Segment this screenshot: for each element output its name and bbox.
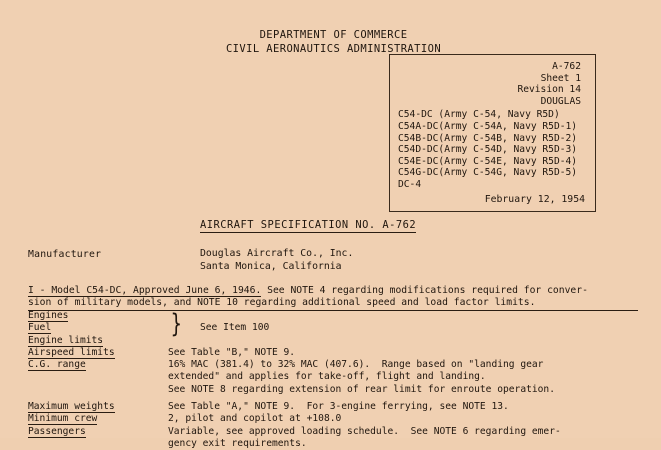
section-heading-underlined: I - Model C54-DC, Approved June 6, 1946.: [28, 285, 262, 296]
model-list-item: C54A-DC(Army C-54A, Navy R5D-1): [398, 120, 578, 132]
row-value: Variable, see approved loading schedule. See NOTE 6 regarding emer- gency exit requirements.: [168, 425, 561, 449]
model-list-item: C54E-DC(Army C-54E, Navy R5D-4): [398, 155, 578, 167]
brace-glyph: }: [170, 309, 183, 339]
model-list-item: C54D-DC(Army C-54D, Navy R5D-3): [398, 144, 578, 156]
row-label: [28, 401, 168, 413]
table-row: [28, 335, 640, 347]
row-label-text: Engine limits: [28, 334, 104, 346]
row-label-text: Fuel: [28, 322, 52, 334]
row-label-text: Minimum crew: [28, 413, 98, 425]
row-value: 2, pilot and copilot at +108.0: [168, 413, 342, 425]
row-label: [28, 310, 168, 322]
table-row: [28, 347, 640, 359]
row-label: [28, 347, 168, 359]
page-title: AIRCRAFT SPECIFICATION NO. A-762: [200, 219, 417, 231]
section-heading: [28, 285, 638, 311]
spec-number: A-762: [552, 61, 581, 72]
manufacturer-value: [200, 248, 353, 273]
manufacturer-company: Douglas Aircraft Co., Inc.: [200, 248, 354, 259]
table-row: [28, 413, 640, 425]
sheet-number: Sheet 1: [540, 72, 581, 84]
model-list-item: C54-DC (Army C-54, Navy R5D): [398, 109, 560, 121]
header-line-1: DEPARTMENT OF COMMERCE: [259, 29, 408, 41]
table-row: [28, 322, 640, 334]
table-row: [28, 426, 640, 450]
model-list-item: C54G-DC(Army C-54G, Navy R5D-5): [398, 167, 578, 179]
row-label: [28, 426, 168, 438]
issue-date: February 12, 1954: [484, 194, 585, 205]
table-row: [28, 359, 640, 396]
section-heading-rest: See NOTE 4 regarding modifications required for conver-: [261, 285, 588, 296]
model-list-item: C54B-DC(Army C-54B, Navy R5D-2): [398, 132, 578, 144]
table-row: [28, 401, 640, 413]
row-label-text: Maximum weights: [28, 401, 115, 413]
row-label-text: Airspeed limits: [28, 346, 115, 358]
header-line-2: CIVIL AERONAUTICS ADMINISTRATION: [225, 43, 442, 55]
model-list-item-extra: DC-4: [398, 178, 422, 190]
row-label: [28, 322, 168, 334]
row-label: [28, 359, 168, 371]
row-label-text: C.G. range: [28, 359, 86, 371]
row-value: See Table "A," NOTE 9. For 3-engine ferrying, see NOTE 13.: [168, 401, 509, 413]
spec-parameter-table: [28, 310, 640, 450]
revision-number: Revision 14: [517, 84, 581, 96]
row-value: See Table "B," NOTE 9.: [168, 346, 296, 358]
row-label-text: Passengers: [28, 425, 86, 437]
document-header: [0, 28, 661, 56]
manufacturer-label: Manufacturer: [28, 249, 102, 260]
row-label: [28, 413, 168, 425]
table-row: [28, 310, 640, 322]
row-label-text: Engines: [28, 310, 69, 321]
manufacturer-location: Santa Monica, California: [200, 260, 342, 272]
row-label: [28, 335, 168, 347]
manufacturer-name: DOUGLAS: [540, 95, 581, 107]
model-list: [398, 109, 587, 190]
specification-id-box: [389, 54, 596, 212]
brace-value: See Item 100: [200, 322, 270, 333]
section-heading-line-2: sion of military models, and NOTE 10 regarding additional speed and load factor limits.: [28, 297, 638, 310]
row-value: 16% MAC (381.4) to 32% MAC (407.6). Range based on "landing gear extended" and applies for take-off, flight and landing. See NOTE 8 regarding extension of rear limit for enroute operation.: [168, 359, 555, 395]
